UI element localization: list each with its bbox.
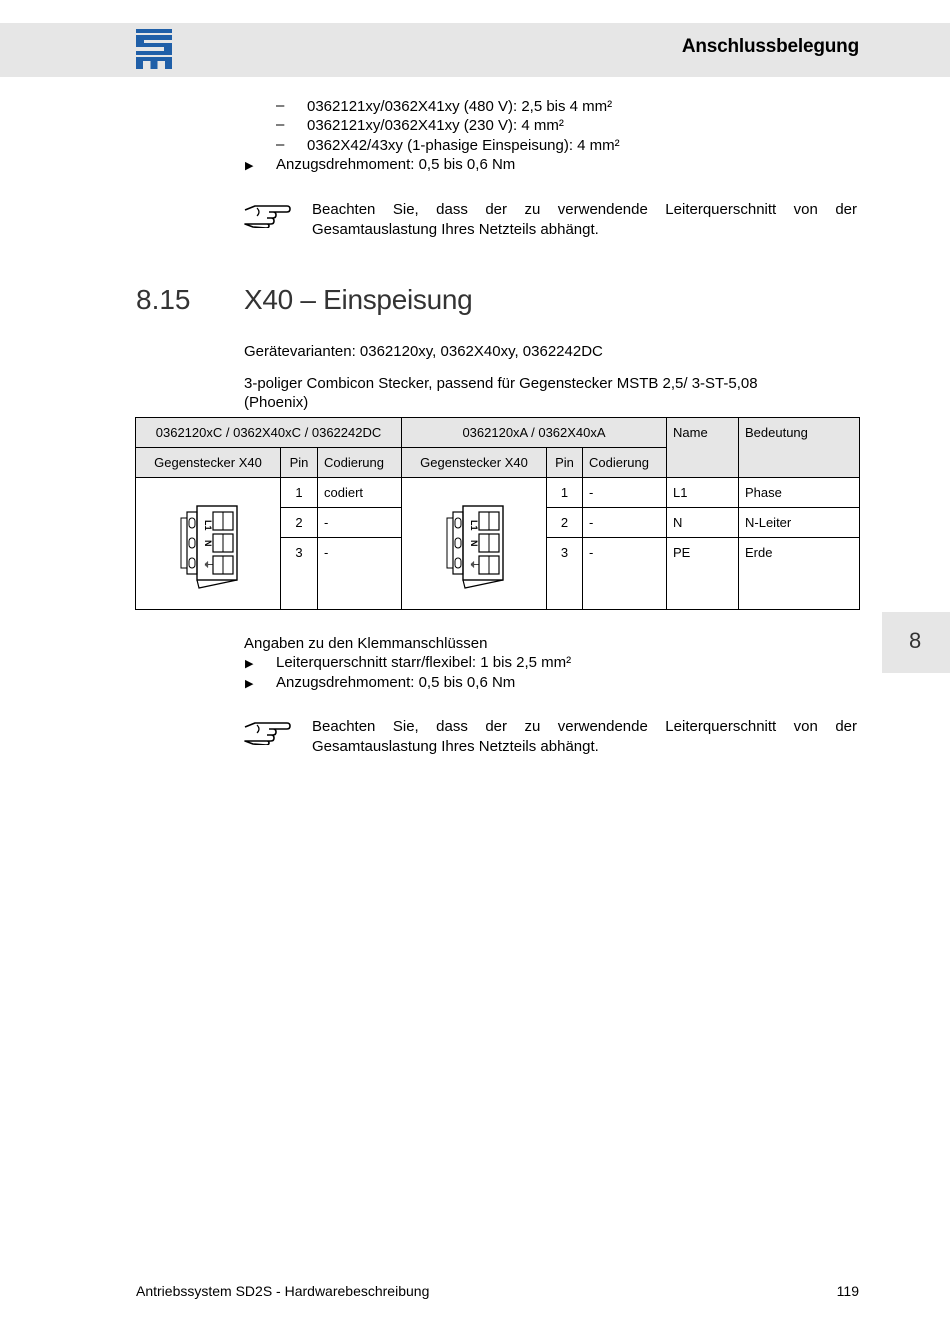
coding-c: codiert bbox=[318, 478, 402, 508]
header-name: Name bbox=[667, 418, 739, 478]
pin-c: 1 bbox=[281, 478, 318, 508]
list-item: 0362121xy/0362X41xy (230 V): 4 mm² bbox=[307, 117, 564, 134]
coding-c: - bbox=[318, 538, 402, 610]
signal-name: N bbox=[667, 508, 739, 538]
connector-label: N bbox=[203, 539, 213, 546]
header-meaning: Bedeutung bbox=[739, 418, 860, 478]
header-connector: Gegenstecker X40 bbox=[136, 448, 281, 478]
chapter-tab-label: 8 bbox=[909, 628, 922, 653]
header-variant-a: 0362120xA / 0362X40xA bbox=[402, 418, 667, 448]
chapter-tab bbox=[882, 612, 950, 673]
bullet-triangle-icon: ▶ bbox=[245, 678, 254, 690]
signal-meaning: N-Leiter bbox=[739, 508, 860, 538]
header-coding: Codierung bbox=[318, 448, 402, 478]
terminals-heading: Angaben zu den Klemmanschlüssen bbox=[244, 635, 488, 652]
connector-label: N bbox=[469, 539, 479, 546]
pin-a: 3 bbox=[547, 538, 583, 610]
pointing-hand-icon bbox=[243, 202, 291, 228]
signal-name: L1 bbox=[667, 478, 739, 508]
pointing-hand-icon bbox=[243, 719, 291, 745]
signal-meaning: Phase bbox=[739, 478, 860, 508]
signal-meaning: Erde bbox=[739, 538, 860, 610]
connector-image-c bbox=[136, 478, 281, 610]
list-item: Anzugsdrehmoment: 0,5 bis 0,6 Nm bbox=[276, 674, 516, 691]
connector-label: ⏚ bbox=[468, 559, 478, 569]
coding-c: - bbox=[318, 508, 402, 538]
bullet-triangle-icon: ▶ bbox=[245, 160, 254, 172]
coding-a: - bbox=[583, 478, 667, 508]
signal-name: PE bbox=[667, 538, 739, 610]
device-variants: Gerätevarianten: 0362120xy, 0362X40xy, 0362242DC bbox=[244, 343, 603, 360]
list-item: 0362121xy/0362X41xy (480 V): 2,5 bis 4 mm² bbox=[307, 98, 613, 115]
note-text: Beachten Sie, dass der zu verwendende Leiterquerschnitt von der Gesamtauslastung Ihres Netzteils abhängt. bbox=[312, 201, 857, 238]
footer-document-title: Antriebssystem SD2S - Hardwarebeschreibung bbox=[136, 1283, 430, 1299]
pin-assignment-table bbox=[135, 417, 860, 610]
header-pin: Pin bbox=[281, 448, 318, 478]
list-item: 0362X42/43xy (1-phasige Einspeisung): 4 mm² bbox=[307, 137, 620, 154]
header-pin: Pin bbox=[547, 448, 583, 478]
header-connector: Gegenstecker X40 bbox=[402, 448, 547, 478]
connector-label: ⏚ bbox=[202, 559, 212, 569]
connector-plug-icon bbox=[163, 502, 253, 590]
section-title: X40 – Einspeisung bbox=[244, 284, 473, 315]
company-logo bbox=[136, 29, 172, 69]
header-variant-c: 0362120xC / 0362X40xC / 0362242DC bbox=[136, 418, 402, 448]
page-header-title: Anschlussbelegung bbox=[681, 36, 859, 57]
connector-description: (Phoenix) bbox=[244, 394, 309, 411]
connector-description: 3-poliger Combicon Stecker, passend für Gegenstecker MSTB 2,5/ 3-ST-5,08 bbox=[244, 375, 758, 392]
pin-c: 3 bbox=[281, 538, 318, 610]
dash-marker: – bbox=[276, 97, 285, 114]
connector-label: L1 bbox=[469, 519, 479, 531]
coding-a: - bbox=[583, 538, 667, 610]
dash-marker: – bbox=[276, 136, 285, 153]
connector-image-a bbox=[402, 478, 547, 610]
connector-label: L1 bbox=[203, 519, 213, 531]
list-item: Anzugsdrehmoment: 0,5 bis 0,6 Nm bbox=[276, 156, 516, 173]
connector-plug-icon bbox=[429, 502, 519, 590]
note-text: Beachten Sie, dass der zu verwendende Leiterquerschnitt von der Gesamtauslastung Ihres Netzteils abhängt. bbox=[312, 718, 857, 755]
coding-a: - bbox=[583, 508, 667, 538]
footer-page-number: 119 bbox=[836, 1283, 859, 1299]
pin-a: 1 bbox=[547, 478, 583, 508]
section-number: 8.15 bbox=[136, 284, 191, 315]
dash-marker: – bbox=[276, 116, 285, 133]
list-item: Leiterquerschnitt starr/flexibel: 1 bis 2,5 mm² bbox=[276, 654, 572, 671]
pin-a: 2 bbox=[547, 508, 583, 538]
bullet-triangle-icon: ▶ bbox=[245, 658, 254, 670]
header-coding: Codierung bbox=[583, 448, 667, 478]
pin-c: 2 bbox=[281, 508, 318, 538]
